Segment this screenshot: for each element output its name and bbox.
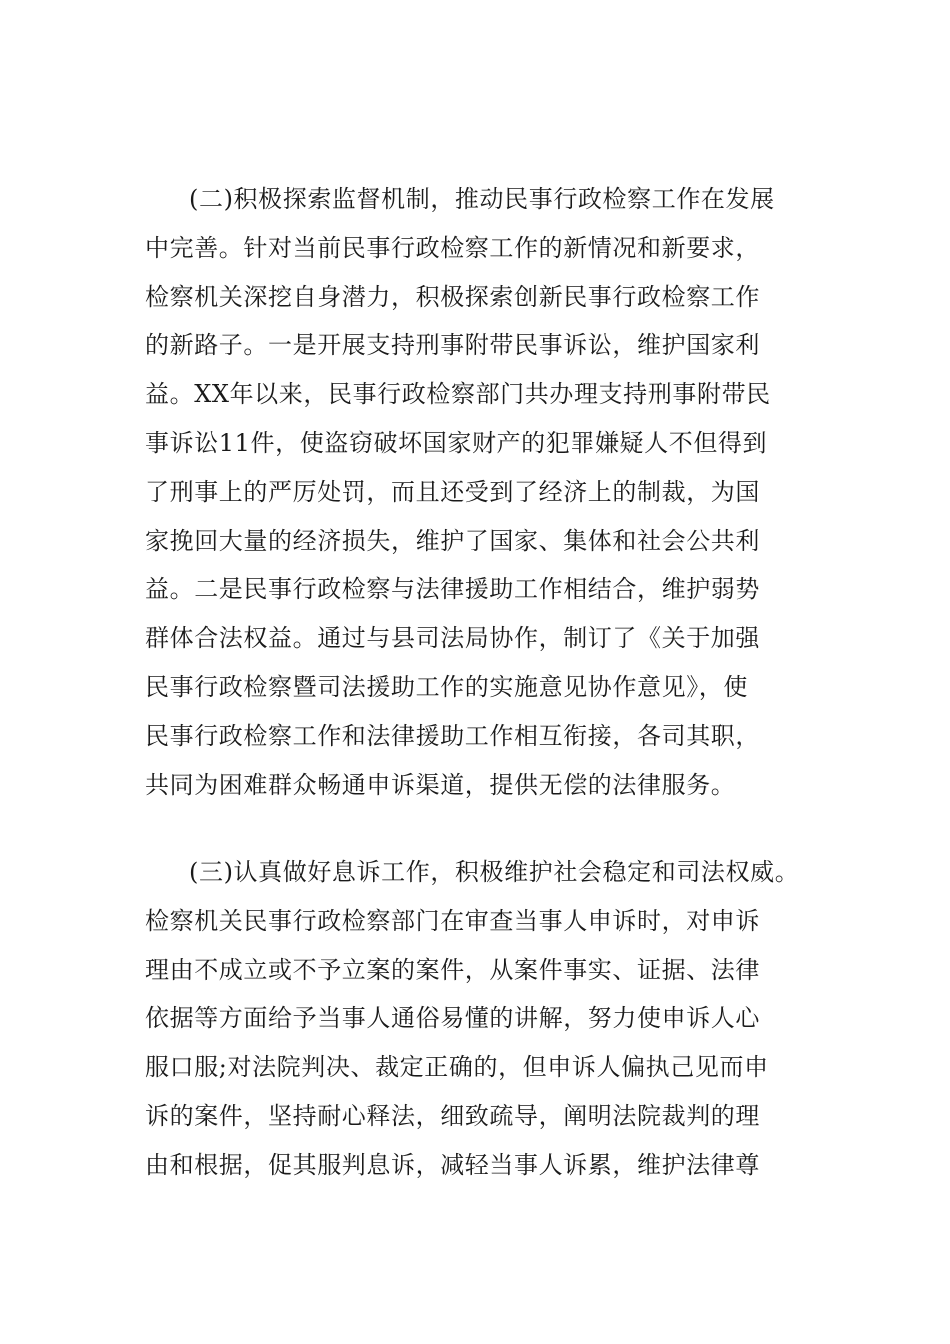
paragraph-line: 检察机关民事行政检察部门在审查当事人申诉时，对申诉 [145,906,760,935]
paragraph-section-3 [145,848,845,1190]
paragraph-line: 家挽回大量的经济损失，维护了国家、集体和社会公共利 [145,526,760,555]
paragraph-line: 民事行政检察工作和法律援助工作相互衔接，各司其职， [145,721,760,750]
paragraph-line: 由和根据，促其服判息诉，减轻当事人诉累，维护法律尊 [145,1150,760,1179]
paragraph-line: 了刑事上的严厉处罚，而且还受到了经济上的制裁，为国 [145,477,760,506]
paragraph-line: 中完善。针对当前民事行政检察工作的新情况和新要求， [145,233,760,262]
paragraph-line: 检察机关深挖自身潜力，积极探索创新民事行政检察工作 [145,282,760,311]
paragraph-line: 共同为困难群众畅通申诉渠道，提供无偿的法律服务。 [145,770,736,799]
paragraph-line: (三)认真做好息诉工作，积极维护社会稳定和司法权威。 [189,858,800,886]
paragraph-line: (二)积极探索监督机制，推动民事行政检察工作在发展 [189,185,775,213]
paragraph-section-2 [145,175,845,809]
paragraph-line: 依据等方面给予当事人通俗易懂的讲解，努力使申诉人心 [145,1004,760,1033]
paragraph-line: 理由不成立或不予立案的案件，从案件事实、证据、法律 [145,955,760,984]
paragraph-line: 诉的案件，坚持耐心释法，细致疏导，阐明法院裁判的理 [145,1101,760,1130]
paragraph-line: 事诉讼11件，使盗窃破坏国家财产的犯罪嫌疑人不但得到 [145,428,768,457]
paragraph-line: 民事行政检察暨司法援助工作的实施意见协作意见》，使 [145,672,748,701]
paragraph-line: 益。XX年以来，民事行政检察部门共办理支持刑事附带民 [145,380,771,409]
paragraph-line: 益。二是民事行政检察与法律援助工作相结合，维护弱势 [145,575,760,604]
paragraph-line: 服口服;对法院判决、裁定正确的，但申诉人偏执己见而申 [145,1053,769,1082]
paragraph-line: 的新路子。一是开展支持刑事附带民事诉讼，维护国家利 [145,331,760,360]
paragraph-line: 群体合法权益。通过与县司法局协作，制订了《关于加强 [145,624,760,653]
